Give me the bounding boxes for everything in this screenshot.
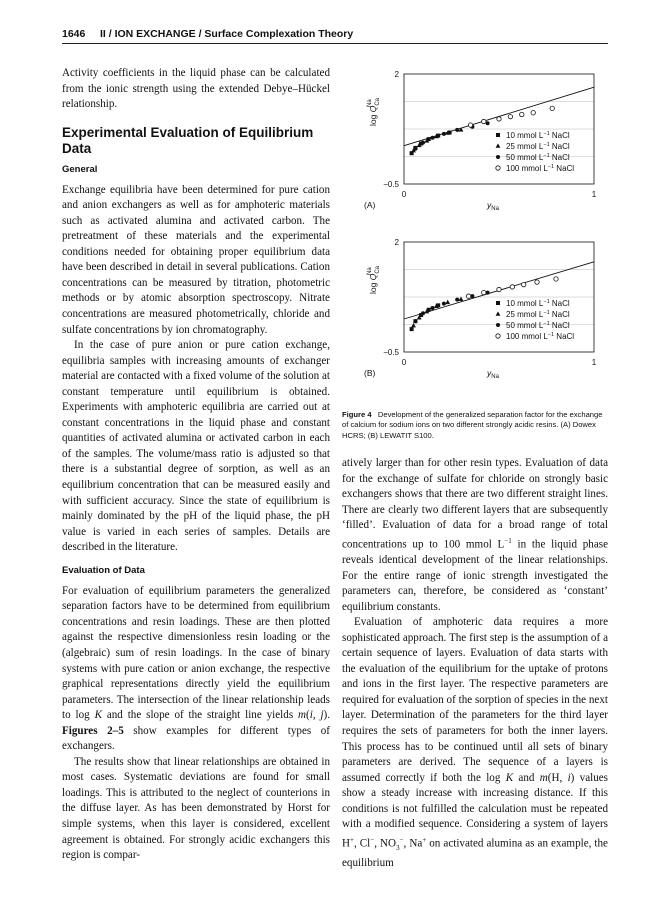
legend-label-pre: 10 mmol L	[506, 131, 544, 140]
data-point	[459, 297, 464, 301]
data-point	[442, 302, 446, 306]
legend-label	[506, 153, 570, 162]
legend-label	[506, 299, 570, 308]
y-axis-label-sup: Na	[367, 99, 373, 107]
y-tick-label: 2	[394, 238, 399, 247]
data-point	[482, 290, 486, 294]
panel-label: (B)	[364, 368, 376, 378]
legend-label-pre: 50 mmol L	[506, 153, 544, 162]
data-point	[497, 287, 501, 291]
data-point	[431, 306, 435, 310]
legend-label-sup: −1	[543, 321, 550, 327]
data-point	[413, 147, 417, 151]
legend-label-post: NaCl	[549, 310, 570, 319]
data-point	[522, 282, 526, 286]
legend-label	[506, 131, 570, 140]
chart-panel-a	[362, 60, 608, 225]
running-head-title: II / ION EXCHANGE / Surface Complexation Theory	[100, 28, 354, 40]
panel-label: (A)	[364, 200, 376, 210]
paragraph-evaluation: For evaluation of equilibrium parameters the generalized separation factors have to be determined from equilibrium concentrations and resin loadings. These are then plotted against the respective dimensionless resin loading or the (algebraic) sum of resin loadings. In the case of binary systems with pure cation or anion exchange, the respective graphical representations directly yield the equilibrium parameters. The intersection of the linear relationship leads to log K and the slope of the straight line yields m(i, j). Figures 2–5 show examples for different types of exchangers.	[62, 584, 331, 753]
data-point	[442, 132, 446, 136]
series-open-circle	[468, 106, 554, 127]
legend-label-sup: −1	[543, 310, 550, 316]
y-tick-label: −0.5	[383, 180, 399, 189]
paragraph-general: Exchange equilibria have been determined for pure cation and anion exchangers as well as for amphoteric materials such as activated alumina and activated carbon. The pretreatment of these materials and the experimental conditions needed for obtaining proper equilibrium data have been described in detail in several publications. Cation concentrations can be measured by titration, photometric methods or by atomic absorption spectroscopy. Nitrate concentrations are measured photometrically, chloride and sulfate concentrations by ion chromatography.	[62, 183, 330, 336]
series-triangle	[411, 127, 463, 152]
left-column	[62, 66, 330, 864]
legend-marker	[496, 323, 500, 327]
figure-caption-label: Figure 4	[342, 410, 372, 419]
paragraph-results: The results show that linear relationships are obtained in most cases. Systematic deviations are found for small loadings. This is attributed to the neglect of counterions in the diffuse layer. As has been demonstrated by Horst for simple systems, when this layer is considered, excellent agreement is obtained. For strongly acidic exchangers this region is compar-	[62, 755, 330, 862]
legend-label-sup: −1	[543, 131, 550, 137]
series-dot	[413, 291, 489, 324]
series-dot	[413, 121, 489, 151]
legend-label	[506, 332, 574, 341]
data-point	[468, 123, 472, 127]
legend-label-pre: 100 mmol L	[506, 164, 548, 173]
y-axis-label-sub: Ca	[375, 265, 381, 274]
legend-label-sup: −1	[543, 142, 550, 148]
x-axis-label-main: y	[487, 368, 492, 378]
y-tick-label: −0.5	[383, 348, 399, 357]
chart-panel-b	[362, 228, 608, 393]
x-axis-label	[486, 200, 500, 212]
data-point	[455, 298, 459, 302]
figure-caption	[342, 410, 608, 441]
paragraph-amphoteric: Evaluation of amphoteric data requires a more sophisticated approach. The first step is the assumption of a certain sequence of layers. Evaluation of data starts with the evaluation of the equilibrium for the uptake of protons and ions in the first layer. The respective parameters are required for evaluation of the sorption of species in the next layer. Determination of the parameters for the third layer requires the sets of parameters for both the inner layers. This process has to be continued until all sets of binary parameters are derived. The sequence of a layers is assumed correctly if both the log K and m(H, i) values show a steady increase with increasing distance. If this conditions is not fulfilled the calculation must be repeated with a modified sequence. Considering a system of layers H+, Cl−, $NO_3^-$, Na+ on activated alumina as an example, the equilibrium	[342, 616, 608, 870]
legend-label-pre: 50 mmol L	[506, 321, 544, 330]
data-point	[520, 112, 524, 116]
data-point	[445, 300, 450, 304]
x-tick-label: 0	[401, 358, 407, 367]
y-tick-label: 2	[394, 70, 399, 79]
x-axis-label-main: y	[487, 200, 492, 210]
y-axis-label-sub: Ca	[375, 97, 381, 106]
paragraph-samples: In the case of pure anion or pure cation exchange, equilibria samples with increasing amounts of exchanger material are contacted with a fixed volume of the solution at constant temperature until equilibrium is obtained. Experiments with amphoteric equilibria are carried out at constant concentrations in the liquid phase and constant quantities of activated alumina or activated carbon in each of the samples. The volume/mass ratio is adjusted so that there is a substantial degree of sorption, as well as an equilibrium concentration that can be measured easily and with sufficient accuracy. Since the state of equilibrium is mainly dominated by the pH of the liquid phase, the pH value is varied in each series of samples. Details are described in the literature.	[62, 339, 330, 554]
x-tick-label: 1	[591, 190, 597, 199]
data-point	[482, 119, 486, 123]
series-open-circle	[466, 277, 558, 299]
legend-label	[506, 142, 570, 151]
subsection-general: General	[62, 163, 98, 175]
legend-marker	[496, 334, 500, 338]
subsection-evaluation: Evaluation of Data	[62, 564, 145, 576]
legend-label-post: NaCl	[549, 142, 570, 151]
legend-label-sup: −1	[543, 299, 550, 305]
data-point	[531, 111, 535, 115]
legend-label-post: NaCl	[549, 299, 570, 308]
legend-label	[506, 310, 570, 319]
data-point	[411, 323, 416, 327]
page-number: 1646	[62, 28, 86, 40]
legend-label-sup: −1	[543, 153, 550, 159]
legend-label-sup: −1	[547, 332, 555, 338]
legend-label-post: NaCl	[549, 153, 570, 162]
legend-label-pre: 25 mmol L	[506, 310, 544, 319]
data-point	[431, 136, 435, 140]
legend-label-post: NaCl	[549, 321, 570, 330]
data-point	[554, 277, 558, 281]
header-rule	[62, 43, 608, 44]
data-point	[497, 117, 501, 121]
legend-label-post: NaCl	[554, 164, 575, 173]
x-axis-label-sub: Na	[491, 374, 499, 380]
x-tick-label: 0	[401, 190, 407, 199]
y-axis-label	[367, 265, 381, 294]
y-axis-label-q: Q	[368, 105, 378, 113]
legend	[496, 299, 575, 341]
running-header	[62, 28, 608, 44]
x-tick-label: 1	[591, 358, 597, 367]
y-axis-label-q: Q	[368, 273, 378, 281]
paragraph-comparison: atively larger than for other resin types. Evaluation of data for the exchange of sulfate for chloride on strongly basic exchangers shows that there are two different straight lines. There are clearly two different layers that are subsequently ‘filled’. Evaluation of data for a broad range of total concentrations up to 100 mmol $L^{-1}$ in the liquid phase reveals identical development of the linear relationships. For the entire range of ionic strength investigated the parameters can, therefore, be considered as ‘constant’ equilibrium constants.	[342, 457, 608, 613]
data-point	[508, 114, 512, 118]
legend-label	[506, 321, 570, 330]
figure-caption-text: Development of the generalized separation factor for the exchange of calcium for sodium ions on two different strongly acidic resins. (A) Dowex HCRS; (B) LEWATIT S100.	[342, 410, 603, 440]
legend-label-pre: 25 mmol L	[506, 142, 544, 151]
legend-marker	[496, 155, 500, 159]
x-axis-label	[486, 368, 500, 380]
figures-link[interactable]: Figures 2–5	[62, 724, 124, 737]
data-point	[455, 128, 459, 132]
figure-4	[362, 60, 608, 400]
legend-label-post: NaCl	[549, 131, 570, 140]
y-axis-label-log: log	[368, 280, 378, 294]
legend-marker	[496, 301, 500, 305]
data-point	[550, 106, 554, 110]
legend-label-pre: 10 mmol L	[506, 299, 544, 308]
series-triangle	[411, 297, 463, 328]
legend-label-post: NaCl	[554, 332, 575, 341]
paragraph-intro: Activity coefficients in the liquid phase can be calculated from the ionic strength using the extended Debye–Hückel relationship.	[62, 67, 330, 111]
data-point	[421, 141, 425, 145]
y-axis-label	[367, 97, 381, 126]
legend-label-pre: 100 mmol L	[506, 332, 548, 341]
data-point	[421, 311, 425, 315]
legend-marker	[496, 133, 500, 137]
data-point	[410, 327, 414, 331]
legend-marker	[496, 166, 500, 170]
data-point	[510, 285, 514, 289]
y-axis-label-log: log	[368, 112, 378, 126]
legend	[496, 131, 575, 173]
data-point	[413, 319, 417, 323]
data-point	[535, 280, 539, 284]
legend-marker	[496, 311, 501, 315]
legend-marker	[496, 143, 501, 147]
legend-label	[506, 164, 574, 173]
right-column	[342, 456, 608, 872]
data-point	[466, 294, 470, 298]
y-axis-label-sup: Na	[367, 267, 373, 275]
x-axis-label-sub: Na	[491, 206, 499, 212]
legend-label-sup: −1	[547, 164, 555, 170]
section-title: Experimental Evaluation of Equilibrium Data	[62, 124, 314, 156]
